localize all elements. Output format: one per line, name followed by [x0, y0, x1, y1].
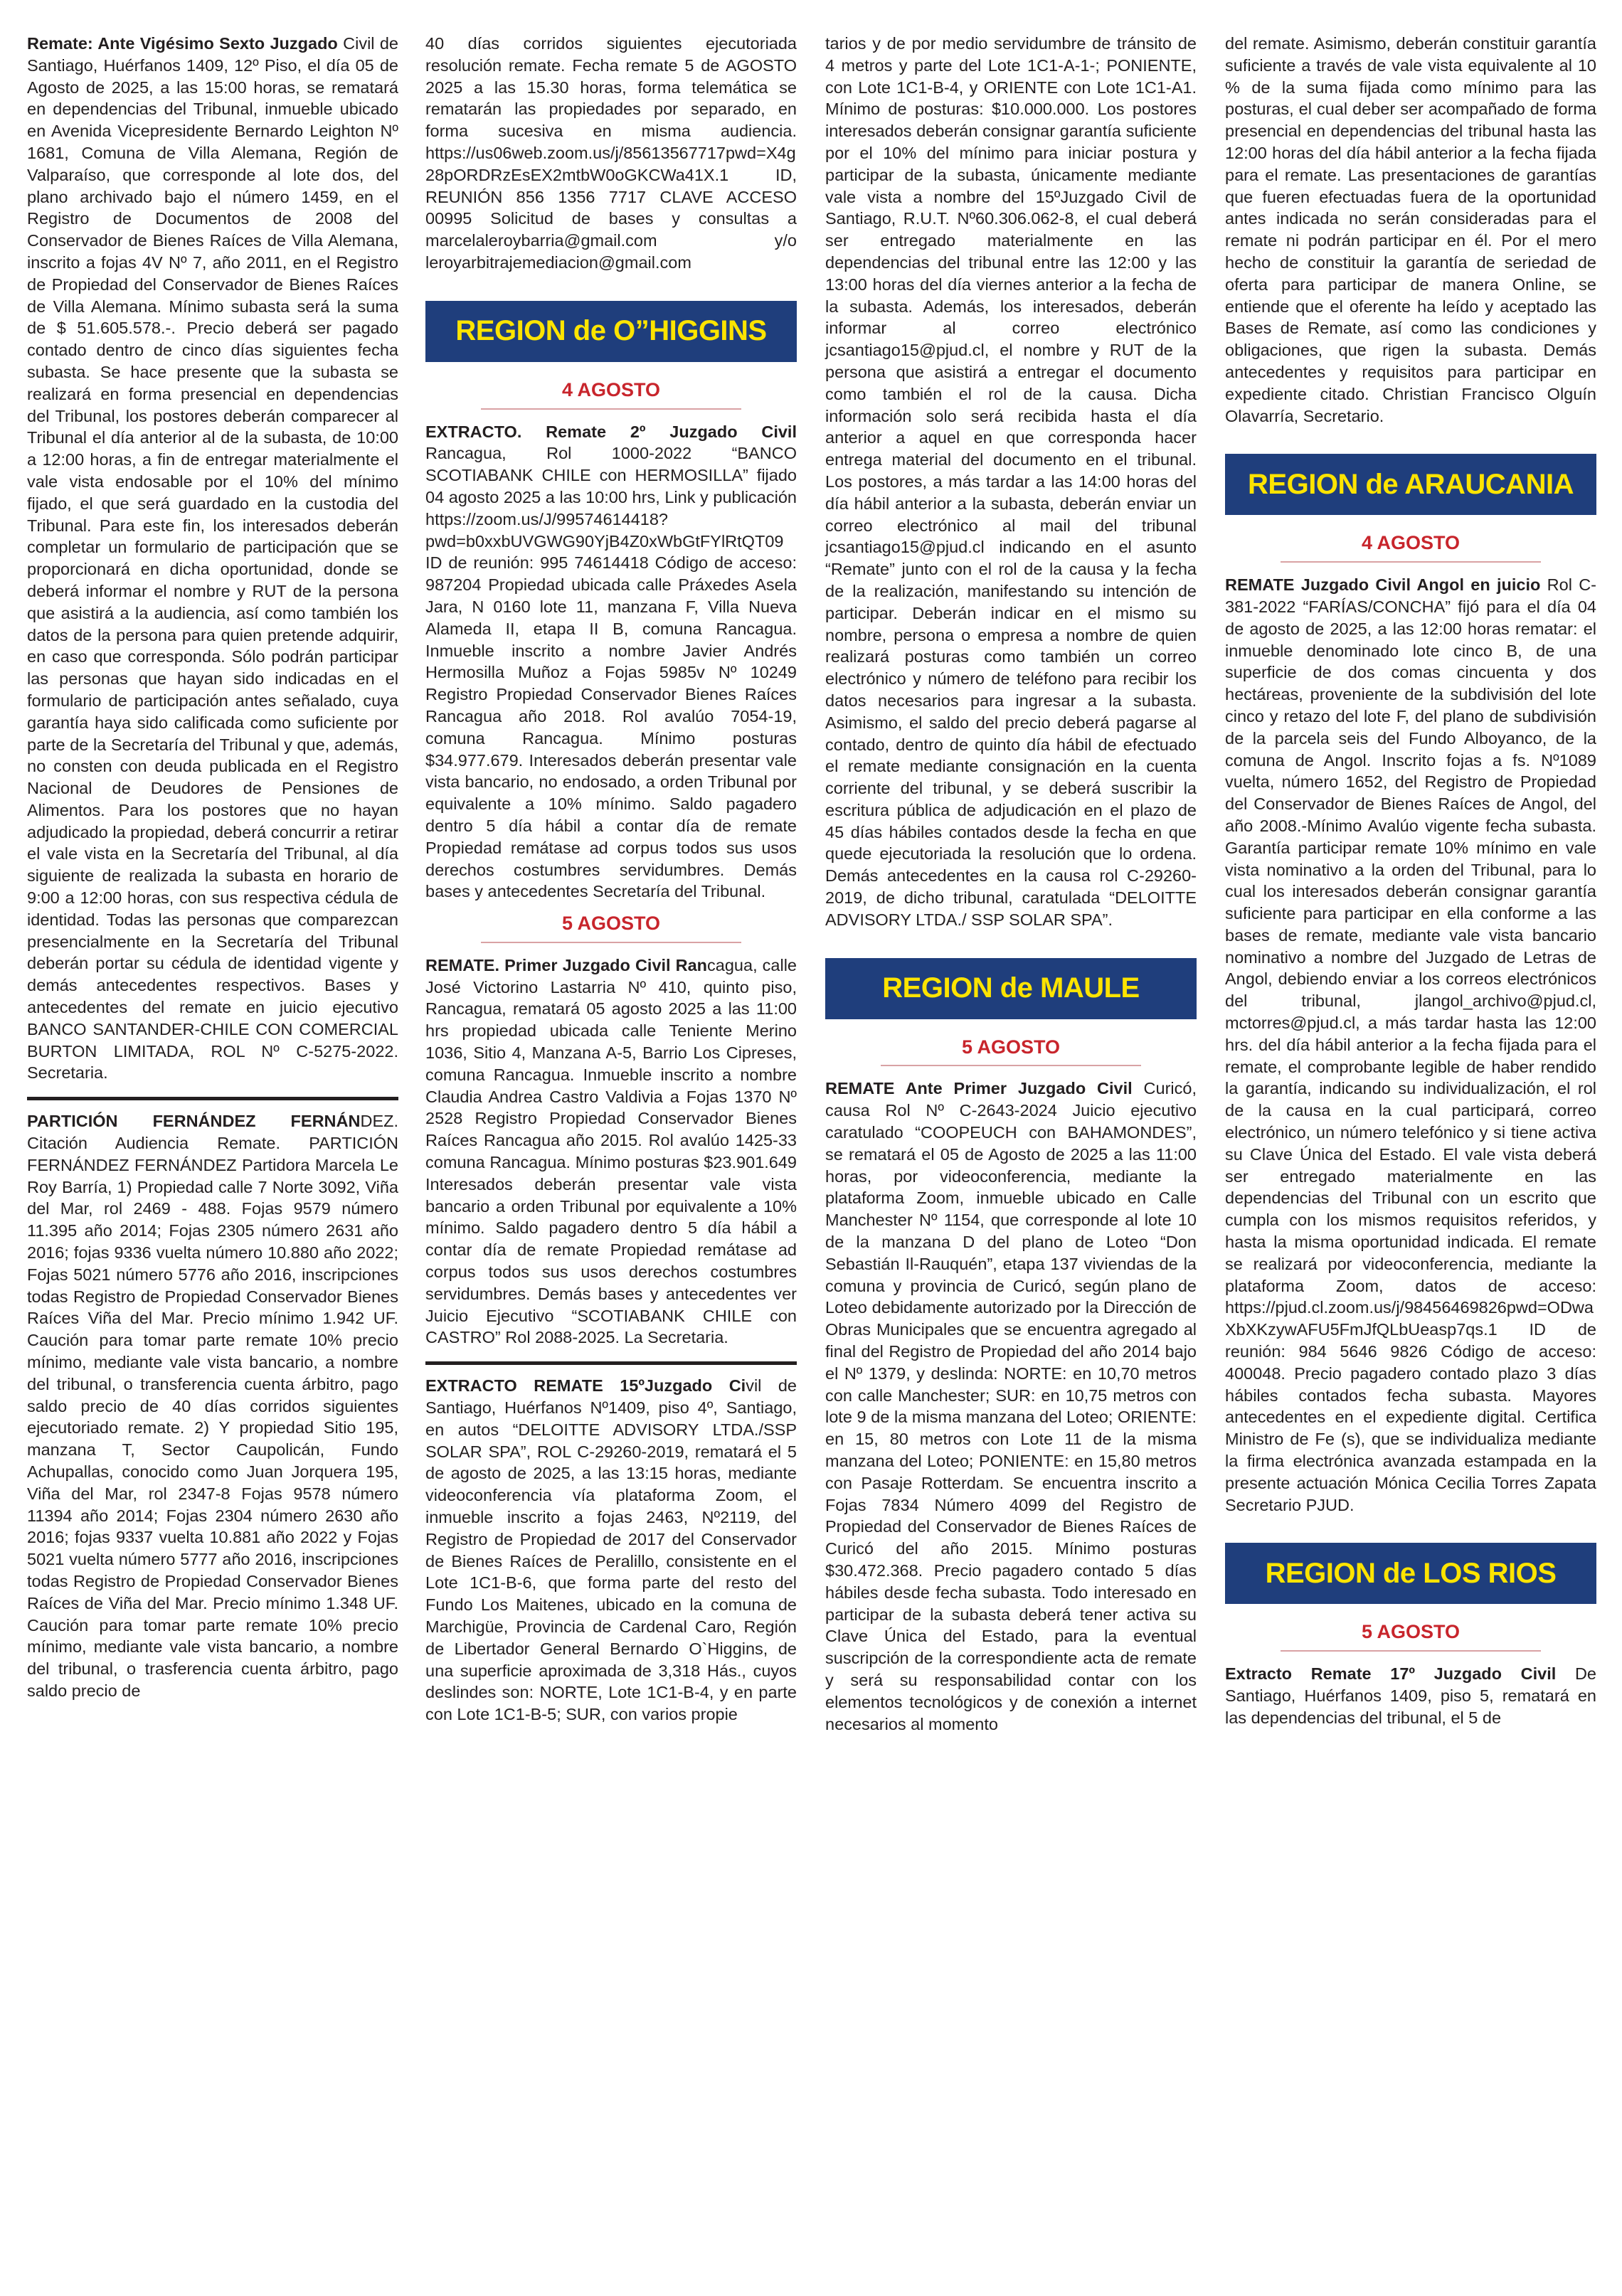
notice-extracto-2-juzgado [425, 421, 797, 903]
notice-remate-26-juzgado [27, 33, 398, 1084]
date-rule [481, 408, 741, 410]
region-header-araucania: REGION de ARAUCANIA [1225, 454, 1596, 515]
notice-continuation: tarios y de por medio servidumbre de tránsito de 4 metros y parte del Lote 1C1-A-1-; PONIENTE, con Lote 1C1-B-4, y ORIENTE con Lote 1C1-A1. Mínimo de posturas: $10.000.000. Los postores interesados deberán consignar garantía suficiente por el 10% del mínimo para iniciar postura y participar de la subasta, únicamente mediante vale vista a nombre del 15ºJuzgado Civil de Santiago, R.U.T. Nº60.306.062-8, el cual deberá ser entregado materialmente en las dependencias del tribunal entre las 12:00 y las 13:00 horas del día viernes anterior a la fecha de la subasta. Además, los interesados, deberán informar al correo electrónico jcsantiago15@pjud.cl, el nombre y RUT de la persona que asistirá a entregar el documento como también el rol de la causa. Dicha información solo será recibida hasta el día anterior a aquel en que corresponda hacer entrega material del documento en el tribunal. Los postores, a más tardar a las 14:00 horas del día hábil anterior a la subasta, deberán enviar un correo electrónico al mail del tribunal jcsantiago15@pjud.cl indicando en el asunto “Remate” junto con el rol de la causa y la fecha de la realización, manifestando su intención de participar. Deberán indicar en el mismo su nombre, persona o empresa a nombre de quien realizará posturas como también un correo electrónico y número de teléfono para recibir los datos necesarios para ingresar a la subasta. Asimismo, el saldo del precio deberá pagarse al contado, dentro de quinto día hábil de efectuado el remate mediante consignación en la cuenta corriente del tribunal, y se deberá suscribir la escritura pública de adjudicación en el plazo de 45 días hábiles contados desde la fecha en que quede ejecutoriada la resolución que lo ordena. Demás antecedentes en la causa rol C-29260-2019, de dicho tribunal, caratulada “DELOITTE ADVISORY LTDA./ SSP SOLAR SPA”. [825, 34, 1197, 929]
notice-particion-fernandez [27, 1110, 398, 1702]
notice-lead: EXTRACTO REMATE 15ºJuzgado Ci [425, 1376, 746, 1396]
date-rule [881, 1065, 1140, 1066]
notice-body: DEZ. Citación Audiencia Remate. PARTICIÓN FERNÁNDEZ FERNÁNDEZ Partidora Marcela Le Roy Barría, 1) Propiedad calle 7 Norte 3092, Viña del Mar, rol 2469 - 488. Fojas 9579 número 11.395 año 2014; Fojas 2305 número 2631 año 2016; fojas 9336 vuelta número 10.880 año 2022; Fojas 5021 número 5776 año 2016, inscripciones todas Registro de Propiedad Conservador Bienes Raíces Viña del Mar. Precio mínimo 1.942 UF. Caución para tomar parte remate 10% precio mínimo, mediante vale vista bancario, a nombre del tribunal, o transferencia cuenta árbitro, pago saldo precio de 40 días corridos siguientes ejecutoriado remate. 2) Y propiedad Sitio 195, manzana T, Sector Caupolicán, Fundo Achupallas, conocido como Juan Jorquera 195, Viña del Mar, rol 2347-8 Fojas 9578 número 11394 año 2014; Fojas 2304 número 2630 año 2016; fojas 9337 vuelta 10.881 año 2022 y Fojas 5021 vuelta número 5777 año 2016, inscripciones todas Registro de Propiedad Conservador Bienes Raíces de Viña del Mar. Precio mínimo 1.348 UF. Caución para tomar parte remate 10% precio mínimo, mediante vale vista bancario, a nombre del tribunal, o trasferencia cuenta árbitro, pago saldo precio de [27, 1112, 398, 1700]
region-header-los-rios: REGION de LOS RIOS [1225, 1543, 1596, 1604]
date-heading: 5 AGOSTO [561, 913, 661, 935]
notice-remate-curico [825, 1078, 1197, 1735]
notice-body: Rancagua, Rol 1000-2022 “BANCO SCOTIABANK CHILE con HERMOSILLA” fijado 04 agosto 2025 a las 10:00 hrs, Link y publicación https://zoom.us/J/99574614418?pwd=b0xxbUVGWG90YjB4Z0xWbGtFYlRtQT09 ID de reunión: 995 74614418 Código de acceso: 987204 Propiedad ubicada calle Práxedes Asela Jara, N 0160 lote 11, manzana F, Villa Nueva Alameda II, etapa II B, comuna Rancagua. Inmueble inscrito a nombre Javier Andrés Hermosilla Muñoz a Fojas 5985v Nº 10249 Registro Propiedad Conservador Bienes Raíces Rancagua año 2018. Rol avalúo 7054-19, comuna Rancagua. Mínimo posturas $34.977.679. Interesados deberán presentar vale vista bancario, no endosado, a orden Tribunal por equivalente a 10% mínimo. Saldo pagadero dentro 5 día hábil a contar día de remate Propiedad remátase ad corpus todos sus usos derechos costumbres servidumbres. Demás bases y antecedentes Secretaría del Tribunal. [425, 444, 797, 901]
notice-body: cagua, calle José Victorino Lastarria Nº 410, quinto piso, Rancagua, rematará 05 agosto 2025 a las 11:00 hrs propiedad ubicada calle Teniente Merino 1036, Sitio 4, Manzana A-5, Barrio Los Cipreses, comuna Rancagua. Inmueble inscrito a nombre Claudia Andrea Castro Valdivia a Fojas 1370 Nº 2528 Registro Propiedad Conservador Bienes Raíces Rancagua año 2015. Rol avalúo 1425-33 comuna Rancagua. Mínimo posturas $23.901.649 Interesados deberán presentar vale vista bancario a orden Tribunal por equivalente a 10% mínimo. Saldo pagadero dentro 5 día hábil a contar día de remate Propiedad remátase ad corpus todos sus usos derechos costumbres servidumbres. Demás bases y antecedentes ver Juicio Ejecutivo “SCOTIABANK CHILE con CASTRO” Rol 2088-2025. La Secretaria. [425, 955, 797, 1347]
notice-body: Civil de Santiago, Huérfanos 1409, 12º Piso, el día 05 de Agosto de 2025, a las 15:00 horas, se rematará en dependencias del Tribunal, inmueble ubicado en Avenida Vicepresidente Bernardo Leighton Nº 1681, Comuna de Villa Alemana, Región de Valparaíso, que corresponde al lote dos, del plano archivado bajo el número 1459, en el Registro de Documentos de 2008 del Conservador de Bienes Raíces de Villa Alemana, inscrito a fojas 4V Nº 7, año 2011, en el Registro de Propiedad del Conservador de Bienes Raíces de Villa Alemana. Mínimo subasta será la suma de $ 51.605.578.-. Precio deberá ser pagado contado dentro de cinco días siguientes fecha subasta. Se hace presente que la subasta se realizará en forma presencial en dependencias del Tribunal, los postores deberán comparecer al Tribunal el día anterior al de la subasta, de 10:00 a 12:00 horas, a fin de entregar materialmente el vale vista endosable por el 10% del mínimo fijado, el que será guardado en la custodia del Tribunal. Para este fin, los interesados deberán completar un formulario de participación que se proporcionará en dicha oportunidad, donde se deberá informar el nombre y RUT de la persona que asistirá a la audiencia, así como también los datos de la persona para quien pretende adquirir, en caso que corresponda. Sólo podrán participar las personas que hayan sido indicadas en el formulario de participación antes señalado, cuya garantía haya sido calificada como suficiente por parte de la Secretaría del Tribunal y que, además, no consten con deuda publicada en el Registro Nacional de Deudores de Pensiones de Alimentos. Para los postores que no hayan adjudicado la propiedad, deberá concurrir a retirar el vale vista en la Secretaría del Tribunal, al día siguiente de realizada la subasta en horario de 9:00 a 12:00 horas, con sus respectiva cédula de identidad. Todas las personas que comparezcan presencialmente en la Secretaría del Tribunal deberán portar su cédula de identidad vigente y demás antecedentes respectivos. Bases y antecedentes del remate en juicio ejecutivo BANCO SANTANDER-CHILE CON COMERCIAL BURTON LIMITADA, ROL Nº C-5275-2022. Secretaria. [27, 34, 398, 1083]
notice-lead: REMATE Ante Primer Juzgado Civil [825, 1079, 1133, 1098]
notice-lead: EXTRACTO. Remate 2º Juzgado Civil [425, 422, 797, 441]
notice-lead: Remate: Ante Vigésimo Sexto Juzgado [27, 34, 338, 53]
date-heading: 4 AGOSTO [1361, 532, 1461, 554]
notice-continuation: del remate. Asimismo, deberán constituir garantía suficiente a través de vale vista equivalente al 10 % de la suma fijada como mínimo para las posturas, el cual deber ser acompañado de forma presencial en dependencias del tribunal hasta las 12:00 horas del día hábil anterior a la fecha fijada para el remate. Las presentaciones de garantías que fueren efectuadas fuera de la oportunidad antes indicada no serán consideradas para el remate ni podrán participar en él. Por el mero hecho de constituir la garantía de seriedad de oferta para participar de manera Online, se entiende que el oferente ha leído y aceptado las Bases de Remate, así como las condiciones y obligaciones, que rigen la subasta. Demás antecedentes y requisitos para participar en expediente citado. Christian Francisco Olguín Olavarría, Secretario. [1225, 34, 1596, 425]
column-3 [825, 33, 1197, 1745]
notice-body: Curicó, causa Rol Nº C-2643-2024 Juicio ejecutivo caratulado “COOPEUCH con BAHAMONDES”, se rematará el 05 de Agosto de 2025 a las 11:00 horas, por videoconferencia, mediante la plataforma Zoom, inmueble ubicado en Calle Manchester Nº 1154, que corresponde al lote 10 de la manzana D del plano de Loteo “Don Sebastián Il-Rauquén”, etapa 137 viviendas de la comuna y provincia de Curicó, según plano de Loteo debidamente autorizado por la Dirección de Obras Municipales que se encuentra agregado al final del Registro de Propiedad del año 2014 bajo el Nº 1379, y deslinda: NORTE: en 10,70 metros con calle Manchester; SUR: en 10,75 metros con lote 9 de la misma manzana del Loteo; ORIENTE: en 15, 80 metros con Lote 11 de la misma manzana del Loteo; PONIENTE: en 15,80 metros con Pasaje Rotterdam. Se encuentra inscrito a Fojas 7834 Número 4099 del Registro de Propiedad del Conservador de Bienes Raíces de Curicó del año 2015. Mínimo posturas $30.472.368. Precio pagadero contado 5 días hábiles desde fecha subasta. Todo interesado en participar de la subasta deberá tener activa su Clave Única del Estado, para la eventual suscripción de la correspondiente acta de remate y será su responsabilidad contar con los elementos tecnológicos y de conexión a internet necesarios al momento [825, 1079, 1197, 1733]
date-rule [1281, 1650, 1540, 1652]
date-heading: 4 AGOSTO [561, 378, 661, 400]
notice-divider [425, 1361, 797, 1365]
notice-body: De Santiago, Huérfanos 1409, piso 5, rematará en las dependencias del tribunal, el 5 de [1225, 1664, 1596, 1727]
notice-extracto-17-juzgado [1225, 1663, 1596, 1728]
column-4 [1225, 33, 1596, 1739]
notice-lead: REMATE. Primer Juzgado Civil Ran [425, 955, 708, 974]
notice-remate-1-juzgado-rancagua [425, 955, 797, 1349]
date-rule [1281, 561, 1540, 563]
notice-lead: PARTICIÓN FERNÁNDEZ FERNÁN [27, 1112, 361, 1131]
notice-divider [27, 1097, 398, 1100]
notice-extracto-15-juzgado [425, 1375, 797, 1726]
region-header-ohiggins: REGION de O”HIGGINS [425, 301, 797, 362]
notice-body: Rol C-381-2022 “FARÍAS/CONCHA” fijó para el día 04 de agosto de 2025, a las 12:00 horas rematar: el inmueble denominado lote cinco B, de una superficie de dos comas cincuenta y dos hectáreas, proveniente de la subdivisión del lote cinco y retazo del lote F, del plano de subdivisión de la parcela seis del Fundo Alboyanco, de la comuna de Angol. Inscrito fojas a fs. Nº1089 vuelta, número 1652, del Registro de Propiedad del Conservador de Bienes Raíces de Angol, del año 2008.-Mínimo Avalúo vigente fecha subasta. Garantía participar remate 10% mínimo en vale vista nominativo a la orden del Tribunal, para lo cual los interesados deberán consignar garantía suficiente para participar en ella conforme a las bases de remate, mediante vale vista bancario nominativo a nombre del Juzgado de Letras de Angol, debiendo enviar a los correos electrónicos del tribunal, jlangol_archivo@pjud.cl, mctorres@pjud.cl, a más tardar hasta las 12:00 hrs. del día hábil anterior a la fecha fijada para el remate, el comprobante legible de haber rendido la garantía, indicando su individualización, el rol de la causa en la cual participará, correo electrónico, un número telefónico y si tiene activa su Clave Única del Estado. El vale vista deberá ser entregado materialmente en las dependencias del Tribunal con un escrito que cumpla con los mismos requisitos referidos, y hasta la misma oportunidad indicada. El remate se realizará por videoconferencia, mediante la plataforma Zoom, datos de acceso: https://pjud.cl.zoom.us/j/98456469826pwd=ODwaXbXKzywAFU5FmJfQLbUeasp7qs.1 ID de reunión: 984 5646 9826 Código de acceso: 400048. Precio pagadero contado plazo 3 días hábiles contados fecha subasta. Mayores antecedentes en el expediente digital. Certifica Ministro de Fe (s), que se individualiza mediante la firma electrónica avanzada estampada en la presente actuación Mónica Cecilia Torres Zapata Secretario PJUD. [1225, 575, 1596, 1514]
date-rule [481, 942, 741, 943]
column-1 [27, 33, 398, 1712]
region-header-maule: REGION de MAULE [825, 958, 1197, 1019]
date-heading: 5 AGOSTO [1361, 1621, 1461, 1643]
column-2 [425, 33, 797, 1736]
notice-lead: Extracto Remate 17º Juzgado Civil [1225, 1664, 1557, 1684]
notice-remate-angol [1225, 574, 1596, 1516]
date-heading: 5 AGOSTO [961, 1036, 1061, 1058]
notice-continuation: 40 días corridos siguientes ejecutoriada resolución remate. Fecha remate 5 de AGOSTO 2025 a las 15.30 horas, forma telemática se rematarán las propiedades por separado, en forma sucesiva en misma audiencia. https://us06web.zoom.us/j/85613567717pwd=X4g28pORDRzEsEX2mtbW0oGKCWa41X.1 ID, REUNIÓN 856 1356 7717 CLAVE ACCESO 00995 Solicitud de bases y consultas a marcelaleroybarria@gmail.com y/o leroyarbitrajemediacion@gmail.com [425, 34, 797, 272]
notice-body: vil de Santiago, Huérfanos Nº1409, piso 4º, Santiago, en autos “DELOITTE ADVISORY LTDA./SSP SOLAR SPA”, ROL C-29260-2019, rematará el 5 de agosto de 2025, a las 13:15 horas, mediante videoconferencia vía plataforma Zoom, el inmueble inscrito a fojas 2463, Nº2119, del Registro de Propiedad de 2017 del Conservador de Bienes Raíces de Peralillo, consistente en el Lote 1C1-B-6, que forma parte del resto del Fundo Los Maitenes, ubicado en la comuna de Marchigüe, Provincia de Cardenal Caro, Región de Libertador General Bernardo O`Higgins, de una superficie aproximada de 3,318 Hás., cuyos deslindes son: NORTE, Lote 1C1-B-4, y en parte con Lote 1C1-B-5; SUR, con varios propie [425, 1376, 797, 1724]
notice-lead: REMATE Juzgado Civil Angol en juicio [1225, 575, 1541, 595]
